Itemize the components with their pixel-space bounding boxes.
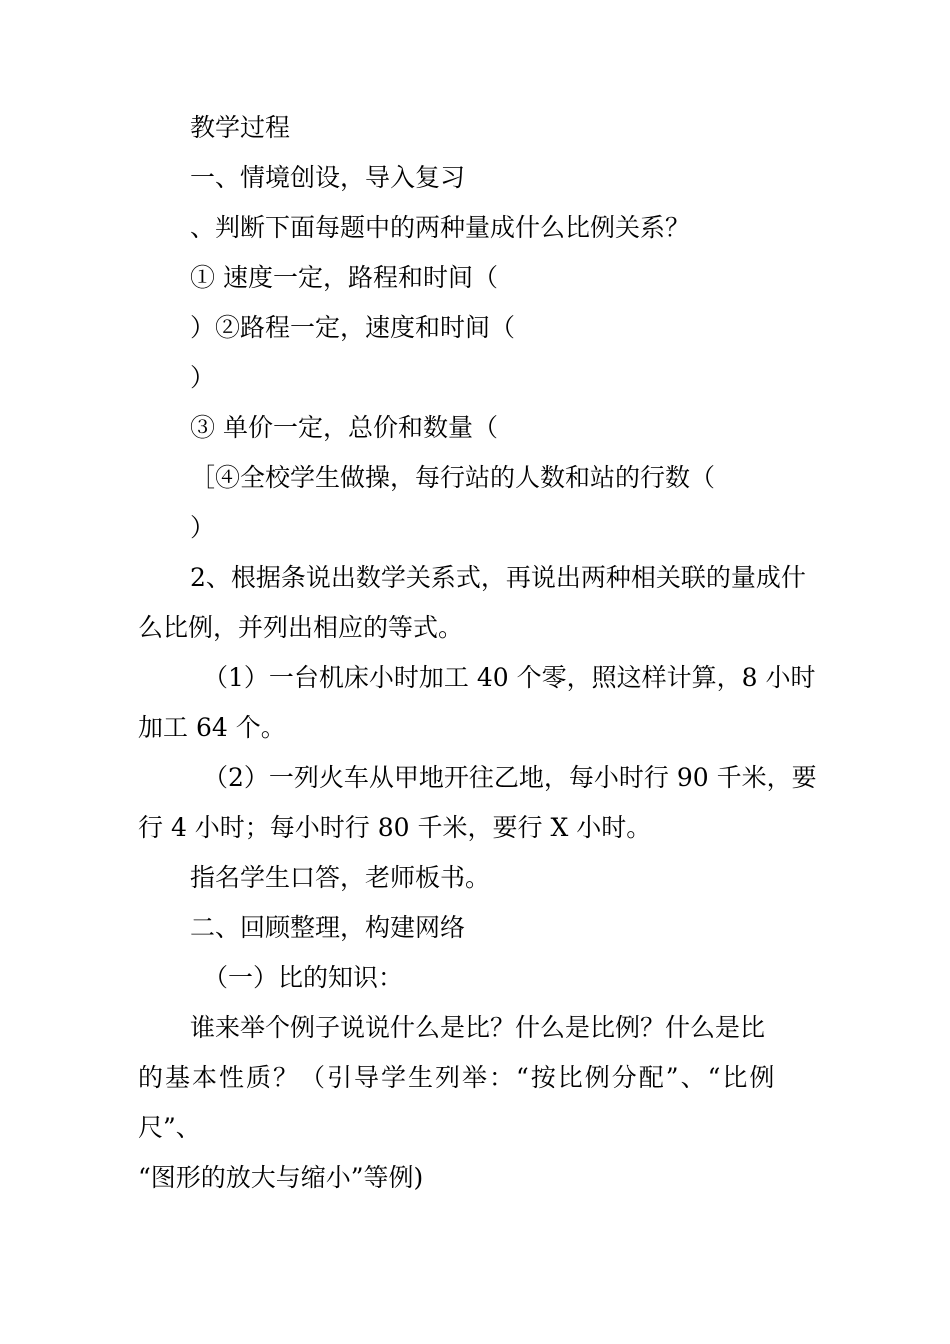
- paragraph-line: 行 4 小时；每小时行 80 千米，要行 X 小时。: [138, 813, 652, 842]
- paragraph-line: ① 速度一定，路程和时间（: [190, 263, 498, 292]
- paragraph-line: 2、根据条说出数学关系式，再说出两种相关联的量成什: [190, 563, 806, 592]
- paragraph-line: 谁来举个例子说说什么是比？什么是比例？什么是比: [190, 1013, 766, 1042]
- paragraph-line: ）: [190, 513, 216, 542]
- paragraph-line: 指名学生口答，老师板书。: [190, 863, 491, 892]
- paragraph-line: （2）一列火车从甲地开往乙地，每小时行 90 千米，要: [203, 763, 817, 792]
- paragraph-line: 的基本性质？（引导学生列举：“按比例分配”、“比例: [138, 1063, 777, 1092]
- paragraph-line: ）: [190, 363, 216, 392]
- paragraph-line: 加工 64 个。: [138, 713, 286, 742]
- paragraph-line: 么比例，并列出相应的等式。: [138, 613, 464, 642]
- paragraph-line: ③ 单价一定，总价和数量（: [190, 413, 498, 442]
- section-heading: 二、回顾整理，构建网络: [190, 913, 466, 942]
- subsection-heading: （一）比的知识：: [203, 963, 404, 992]
- section-heading: 一、情境创设，导入复习: [190, 163, 466, 192]
- paragraph-line: 、判断下面每题中的两种量成什么比例关系？: [190, 213, 691, 242]
- section-heading: 教学过程: [190, 113, 291, 142]
- paragraph-line: ［④全校学生做操，每行站的人数和站的行数（: [190, 463, 716, 492]
- paragraph-line: （1）一台机床小时加工 40 个零，照这样计算，8 小时: [203, 663, 816, 692]
- paragraph-line: 尺”、: [138, 1113, 201, 1142]
- paragraph-line: ）②路程一定，速度和时间（: [190, 313, 516, 342]
- paragraph-line: “图形的放大与缩小”等例): [138, 1163, 424, 1192]
